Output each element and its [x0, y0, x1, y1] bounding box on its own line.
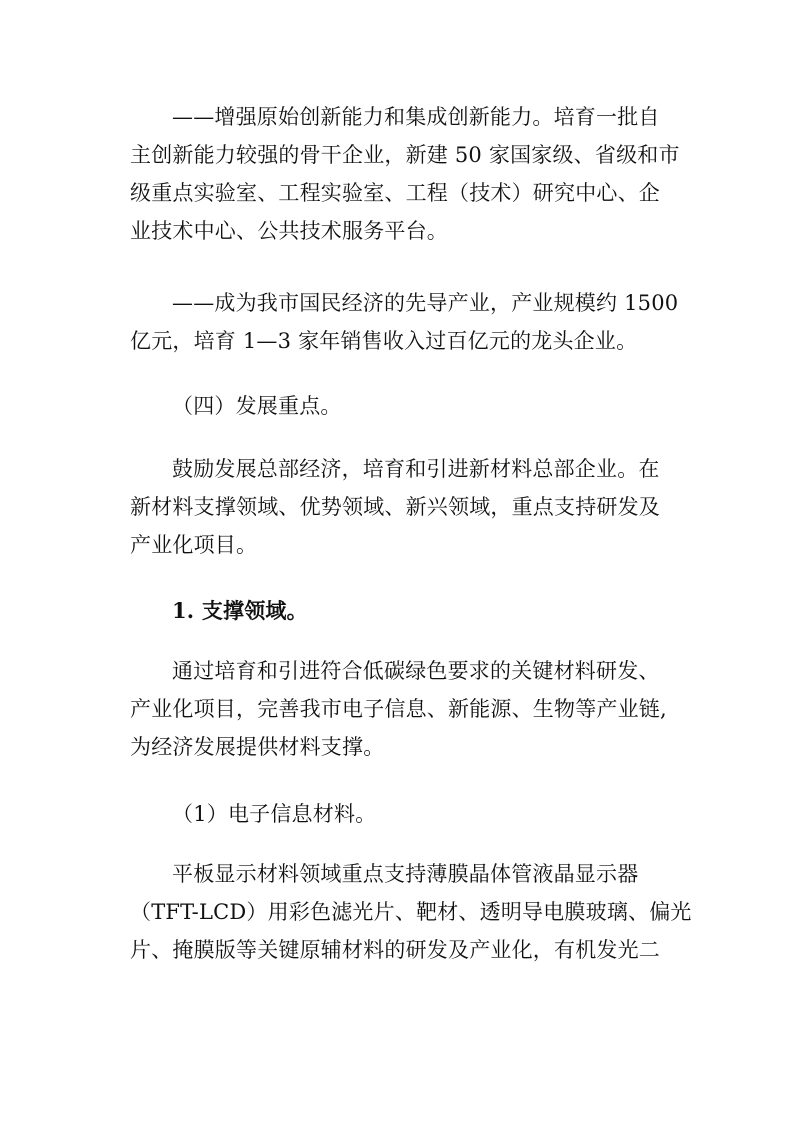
paragraph-headquarters-economy	[130, 450, 670, 564]
subheading-text: （1）电子信息材料。	[172, 802, 377, 826]
text-line: 新材料支撑领域、优势领域、新兴领域，重点支持研发及	[130, 495, 660, 519]
subheading-support-field	[130, 592, 670, 630]
text-line: 产业化项目。	[130, 533, 258, 557]
text-line: 级重点实验室、工程实验室、工程（技术）研究中心、企	[130, 181, 660, 205]
text-line: 片、掩膜版等关键原辅材料的研发及产业化，有机发光二	[130, 938, 660, 962]
text-line: ——成为我市国民经济的先导产业，产业规模约 1500	[172, 291, 679, 315]
text-line: 亿元，培育 1—3 家年销售收入过百亿元的龙头企业。	[130, 329, 638, 353]
heading-text: （四）发展重点。	[172, 394, 342, 418]
paragraph-industry-scale	[130, 284, 679, 360]
text-line: （TFT-LCD）用彩色滤光片、靶材、透明导电膜玻璃、偏光	[130, 900, 692, 924]
section-heading-development-focus	[130, 387, 670, 425]
text-line: 产业化项目，完善我市电子信息、新能源、生物等产业链,	[130, 697, 667, 721]
paragraph-display-materials	[130, 855, 692, 969]
text-line: 平板显示材料领域重点支持薄膜晶体管液晶显示器	[172, 862, 639, 886]
paragraph-innovation	[130, 98, 680, 250]
subheading-electronic-materials	[130, 795, 670, 833]
subheading-text: 1. 支撑领域。	[172, 598, 308, 623]
text-line: 业技术中心、公共技术服务平台。	[130, 219, 448, 243]
paragraph-support-field	[130, 652, 670, 766]
text-line: 为经济发展提供材料支撑。	[130, 735, 385, 759]
text-line: 通过培育和引进符合低碳绿色要求的关键材料研发、	[172, 659, 660, 683]
text-line: 主创新能力较强的骨干企业，新建 50 家国家级、省级和市	[130, 143, 680, 167]
text-line: ——增强原始创新能力和集成创新能力。培育一批自	[172, 105, 660, 129]
text-line: 鼓励发展总部经济，培育和引进新材料总部企业。在	[172, 457, 660, 481]
